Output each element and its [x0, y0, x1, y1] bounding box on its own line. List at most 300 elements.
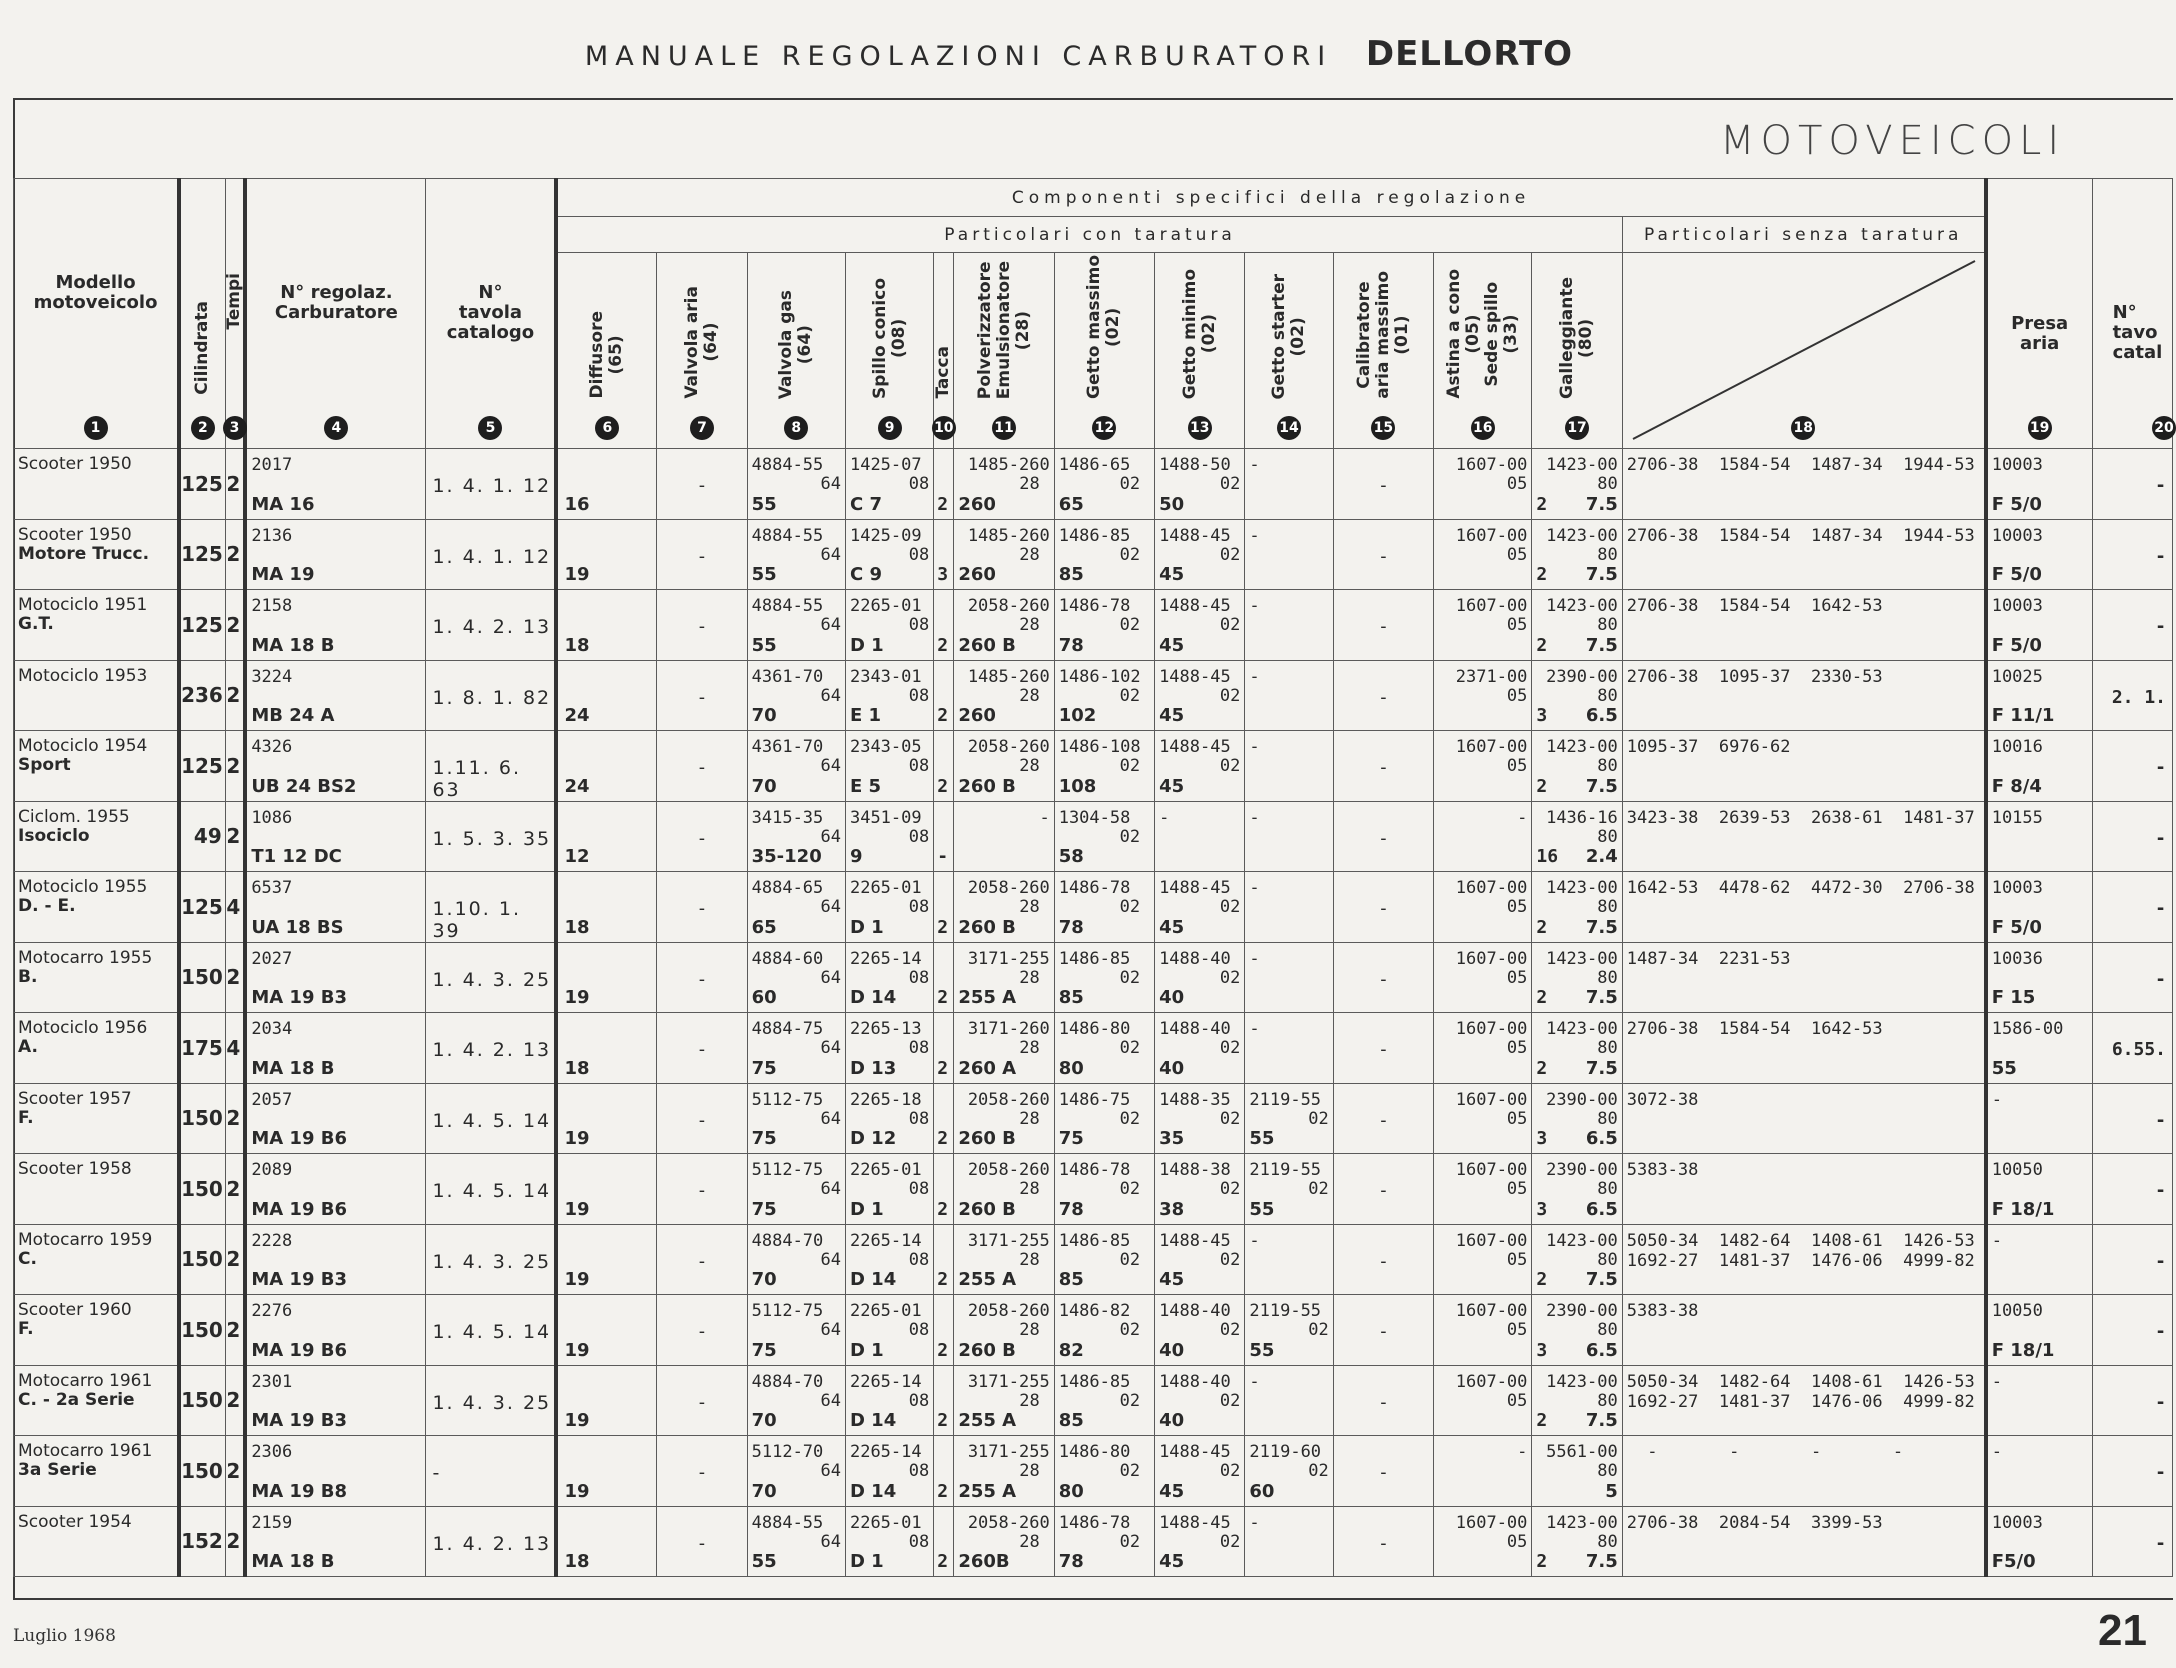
cell-diffusore: 18: [556, 1506, 656, 1577]
cell-getto-massimo: 1486-78 02 78: [1054, 1506, 1154, 1577]
cell-regolazione: 2034 MA 18 B: [245, 1013, 426, 1084]
cell-particolari: 1642-53 4478-62 4472-30 2706-38: [1622, 872, 1985, 943]
cell-getto-minimo: 1488-45 02 45: [1155, 660, 1245, 731]
cell-polverizzatore: 2058-260 28 260 B: [954, 872, 1054, 943]
cell-diffusore: 19: [556, 1224, 656, 1295]
cell-regolazione: 2159 MA 18 B: [245, 1506, 426, 1577]
cell-galleggiante: 1423-00 80 2 7.5: [1532, 942, 1622, 1013]
cell-spillo: 2265-01 08 D 1: [845, 1295, 933, 1366]
col-tavola-2: N° tavo catal 20: [2092, 179, 2172, 449]
cell-polverizzatore: 2058-260 28 260 B: [954, 1154, 1054, 1225]
cell-spillo: 2265-14 08 D 14: [845, 1436, 933, 1507]
cell-valvola-gas: 4884-55 64 55: [747, 449, 845, 520]
cell-tacca: 3: [934, 519, 954, 590]
cell-presa-aria: 10003 F5/0: [1986, 1506, 2092, 1577]
cell-tavola: 1. 4. 5. 14: [426, 1295, 556, 1366]
col-spillo-conico: Spillo conico (08) 9: [845, 253, 933, 449]
cell-particolari: 2706-38 1584-54 1642-53: [1622, 1013, 1985, 1084]
cell-presa-aria: 10036 F 15: [1986, 942, 2092, 1013]
cell-presa-aria: 1586-00 55: [1986, 1013, 2092, 1084]
cell-tavola: 1.11. 6. 63: [426, 731, 556, 802]
cell-diffusore: 16: [556, 449, 656, 520]
cell-valvola-gas: 3415-35 64 35-120: [747, 801, 845, 872]
cell-galleggiante: 2390-00 80 3 6.5: [1532, 660, 1622, 731]
cell-modello: Motocarro 1961 C. - 2a Serie: [14, 1365, 180, 1436]
cell-polverizzatore: 1485-260 28 260: [954, 519, 1054, 590]
col-cilindrata: Cilindrata 2: [179, 179, 225, 449]
cell-spillo: 2265-18 08 D 12: [845, 1083, 933, 1154]
col-calibratore: Calibratore aria massimo (01) 15: [1333, 253, 1433, 449]
cell-presa-aria: 10016 F 8/4: [1986, 731, 2092, 802]
cell-tavola-2: -: [2092, 801, 2172, 872]
cell-regolazione: 3224 MB 24 A: [245, 660, 426, 731]
cell-tavola: 1. 8. 1. 82: [426, 660, 556, 731]
cell-tavola-2: -: [2092, 1224, 2172, 1295]
cell-calibratore: -: [1333, 1154, 1433, 1225]
table-row: [14, 801, 2173, 872]
cell-regolazione: 2136 MA 19: [245, 519, 426, 590]
cell-valvola-gas: 5112-75 64 75: [747, 1083, 845, 1154]
col-polverizzatore: Polverizzatore Emulsionatore (28) 11: [954, 253, 1054, 449]
cell-diffusore: 18: [556, 590, 656, 661]
cell-spillo: 2265-01 08 D 1: [845, 590, 933, 661]
cell-cilindrata: 150: [179, 1295, 225, 1366]
cell-galleggiante: 1423-00 80 2 7.5: [1532, 1224, 1622, 1295]
cell-regolazione: 1086 T1 12 DC: [245, 801, 426, 872]
cell-tavola-2: -: [2092, 519, 2172, 590]
cell-galleggiante: 1423-00 80 2 7.5: [1532, 1013, 1622, 1084]
cell-astina: 1607-00 05: [1434, 731, 1532, 802]
table-row: [14, 1224, 2173, 1295]
cell-getto-massimo: 1486-85 02 85: [1054, 1365, 1154, 1436]
cell-presa-aria: -: [1986, 1224, 2092, 1295]
cell-diffusore: 19: [556, 1154, 656, 1225]
cell-calibratore: -: [1333, 519, 1433, 590]
cell-getto-starter: 2119-55 02 55: [1245, 1295, 1333, 1366]
cell-valvola-aria: -: [657, 449, 747, 520]
cell-getto-minimo: 1488-40 02 40: [1155, 1013, 1245, 1084]
cell-tempi: 2: [225, 801, 245, 872]
cell-tacca: 2: [934, 1295, 954, 1366]
col-getto-starter: Getto starter (02) 14: [1245, 253, 1333, 449]
cell-galleggiante: 5561-00 80 5: [1532, 1436, 1622, 1507]
cell-galleggiante: 2390-00 80 3 6.5: [1532, 1154, 1622, 1225]
cell-modello: Scooter 1957 F.: [14, 1083, 180, 1154]
cell-astina: 1607-00 05: [1434, 1365, 1532, 1436]
cell-modello: Motocarro 1959 C.: [14, 1224, 180, 1295]
cell-galleggiante: 2390-00 80 3 6.5: [1532, 1083, 1622, 1154]
footer-date: Luglio 1968: [13, 1626, 116, 1646]
cell-astina: 1607-00 05: [1434, 1295, 1532, 1366]
cell-presa-aria: 10003 F 5/0: [1986, 872, 2092, 943]
cell-tempi: 2: [225, 1295, 245, 1366]
cell-tempi: 4: [225, 1013, 245, 1084]
cell-polverizzatore: 2058-260 28 260 B: [954, 1083, 1054, 1154]
cell-cilindrata: 152: [179, 1506, 225, 1577]
cell-polverizzatore: 2058-260 28 260 B: [954, 1295, 1054, 1366]
cell-galleggiante: 2390-00 80 3 6.5: [1532, 1295, 1622, 1366]
cell-tavola-2: -: [2092, 590, 2172, 661]
table-row: [14, 590, 2173, 661]
cell-particolari: 2706-38 2084-54 3399-53: [1622, 1506, 1985, 1577]
cell-tavola-2: 2. 1.: [2092, 660, 2172, 731]
cell-galleggiante: 1423-00 80 2 7.5: [1532, 1506, 1622, 1577]
cell-calibratore: -: [1333, 1365, 1433, 1436]
cell-diffusore: 24: [556, 660, 656, 731]
col-diffusore: Diffusore (65) 6: [556, 253, 656, 449]
cell-getto-massimo: 1486-85 02 85: [1054, 519, 1154, 590]
cell-valvola-gas: 4884-70 64 70: [747, 1365, 845, 1436]
cell-getto-starter: -: [1245, 1506, 1333, 1577]
cell-tavola-2: -: [2092, 1365, 2172, 1436]
col-getto-massimo: Getto massimo (02) 12: [1054, 253, 1154, 449]
col-astina: Astina a cono (05) Sede spillo (33) 16: [1434, 253, 1532, 449]
cell-tavola-2: 6.55.: [2092, 1013, 2172, 1084]
cell-particolari: 3423-38 2639-53 2638-61 1481-37: [1622, 801, 1985, 872]
cell-spillo: 2265-14 08 D 14: [845, 1365, 933, 1436]
cell-astina: 1607-00 05: [1434, 1083, 1532, 1154]
cell-valvola-aria: -: [657, 942, 747, 1013]
cell-diffusore: 19: [556, 519, 656, 590]
cell-cilindrata: 125: [179, 519, 225, 590]
cell-valvola-gas: 4361-70 64 70: [747, 660, 845, 731]
cell-regolazione: 2228 MA 19 B3: [245, 1224, 426, 1295]
cell-particolari: 2706-38 1584-54 1642-53: [1622, 590, 1985, 661]
cell-diffusore: 19: [556, 1295, 656, 1366]
cell-galleggiante: 1423-00 80 2 7.5: [1532, 731, 1622, 802]
cell-galleggiante: 1423-00 80 2 7.5: [1532, 449, 1622, 520]
cell-modello: Scooter 1954: [14, 1506, 180, 1577]
cell-modello: Motociclo 1954 Sport: [14, 731, 180, 802]
cell-modello: Scooter 1960 F.: [14, 1295, 180, 1366]
table-row: [14, 519, 2173, 590]
col-presa-aria: Presa aria 19: [1986, 179, 2092, 449]
cell-getto-starter: -: [1245, 1365, 1333, 1436]
cell-astina: 1607-00 05: [1434, 872, 1532, 943]
cell-valvola-aria: -: [657, 1224, 747, 1295]
cell-diffusore: 12: [556, 801, 656, 872]
cell-polverizzatore: 1485-260 28 260: [954, 660, 1054, 731]
cell-valvola-gas: 5112-75 64 75: [747, 1295, 845, 1366]
cell-getto-massimo: 1486-80 02 80: [1054, 1436, 1154, 1507]
cell-particolari: 3072-38: [1622, 1083, 1985, 1154]
cell-presa-aria: 10025 F 11/1: [1986, 660, 2092, 731]
cell-cilindrata: 150: [179, 1365, 225, 1436]
cell-valvola-aria: -: [657, 801, 747, 872]
cell-cilindrata: 49: [179, 801, 225, 872]
cell-getto-minimo: 1488-45 02 45: [1155, 1436, 1245, 1507]
cell-diffusore: 19: [556, 1083, 656, 1154]
cell-calibratore: -: [1333, 872, 1433, 943]
cell-modello: Scooter 1950 Motore Trucc.: [14, 519, 180, 590]
cell-getto-starter: -: [1245, 519, 1333, 590]
cell-presa-aria: 10003 F 5/0: [1986, 519, 2092, 590]
cell-galleggiante: 1423-00 80 2 7.5: [1532, 590, 1622, 661]
cell-modello: Scooter 1950: [14, 449, 180, 520]
cell-valvola-aria: -: [657, 1083, 747, 1154]
cell-diffusore: 19: [556, 1365, 656, 1436]
cell-getto-minimo: 1488-38 02 38: [1155, 1154, 1245, 1225]
cell-getto-minimo: 1488-45 02 45: [1155, 590, 1245, 661]
cell-presa-aria: 10050 F 18/1: [1986, 1154, 2092, 1225]
cell-tavola: 1. 4. 2. 13: [426, 1506, 556, 1577]
cell-tacca: 2: [934, 1083, 954, 1154]
cell-astina: 1607-00 05: [1434, 449, 1532, 520]
cell-getto-massimo: 1486-80 02 80: [1054, 1013, 1154, 1084]
table-row: [14, 660, 2173, 731]
cell-tacca: 2: [934, 449, 954, 520]
cell-tempi: 2: [225, 1506, 245, 1577]
cell-getto-starter: -: [1245, 449, 1333, 520]
cell-astina: 1607-00 05: [1434, 1506, 1532, 1577]
cell-getto-minimo: 1488-45 02 45: [1155, 731, 1245, 802]
cell-regolazione: 2027 MA 19 B3: [245, 942, 426, 1013]
cell-calibratore: -: [1333, 1224, 1433, 1295]
cell-particolari: 2706-38 1584-54 1487-34 1944-53: [1622, 449, 1985, 520]
cell-calibratore: -: [1333, 1295, 1433, 1366]
cell-getto-starter: -: [1245, 660, 1333, 731]
cell-getto-massimo: 1486-102 02 102: [1054, 660, 1154, 731]
cell-diffusore: 19: [556, 1436, 656, 1507]
cell-cilindrata: 125: [179, 872, 225, 943]
cell-polverizzatore: 2058-260 28 260 B: [954, 590, 1054, 661]
cell-getto-massimo: 1486-82 02 82: [1054, 1295, 1154, 1366]
cell-presa-aria: -: [1986, 1365, 2092, 1436]
cell-valvola-aria: -: [657, 1365, 747, 1436]
cell-tacca: 2: [934, 1154, 954, 1225]
cell-getto-minimo: 1488-40 02 40: [1155, 942, 1245, 1013]
cell-spillo: 1425-07 08 C 7: [845, 449, 933, 520]
cell-valvola-aria: -: [657, 731, 747, 802]
cell-particolari: 5383-38: [1622, 1154, 1985, 1225]
cell-regolazione: 2057 MA 19 B6: [245, 1083, 426, 1154]
cell-calibratore: -: [1333, 660, 1433, 731]
cell-modello: Scooter 1958: [14, 1154, 180, 1225]
cell-getto-minimo: 1488-40 02 40: [1155, 1365, 1245, 1436]
cell-getto-massimo: 1486-78 02 78: [1054, 1154, 1154, 1225]
cell-modello: Motocarro 1955 B.: [14, 942, 180, 1013]
cell-spillo: 2265-14 08 D 14: [845, 942, 933, 1013]
cell-valvola-gas: 5112-70 64 70: [747, 1436, 845, 1507]
table-row: [14, 1154, 2173, 1225]
cell-valvola-gas: 4361-70 64 70: [747, 731, 845, 802]
cell-regolazione: 2276 MA 19 B6: [245, 1295, 426, 1366]
cell-tacca: 2: [934, 1365, 954, 1436]
cell-tacca: 2: [934, 1436, 954, 1507]
cell-polverizzatore: -: [954, 801, 1054, 872]
cell-astina: 1607-00 05: [1434, 942, 1532, 1013]
cell-modello: Motociclo 1956 A.: [14, 1013, 180, 1084]
cell-astina: 1607-00 05: [1434, 1013, 1532, 1084]
cell-calibratore: -: [1333, 731, 1433, 802]
cell-tacca: 2: [934, 1013, 954, 1084]
cell-getto-minimo: 1488-45 02 45: [1155, 1506, 1245, 1577]
cell-cilindrata: 150: [179, 1224, 225, 1295]
cell-particolari: 1095-37 6976-62: [1622, 731, 1985, 802]
cell-galleggiante: 1423-00 80 2 7.5: [1532, 519, 1622, 590]
cell-astina: 1607-00 05: [1434, 1224, 1532, 1295]
cell-getto-starter: -: [1245, 1224, 1333, 1295]
cell-regolazione: 2301 MA 19 B3: [245, 1365, 426, 1436]
cell-cilindrata: 150: [179, 942, 225, 1013]
cell-cilindrata: 150: [179, 1154, 225, 1225]
brand-logo: DELLORTO: [1365, 34, 1574, 74]
table-row: [14, 942, 2173, 1013]
cell-tavola-2: -: [2092, 731, 2172, 802]
cell-tacca: 2: [934, 872, 954, 943]
cell-spillo: 2265-01 08 D 1: [845, 1506, 933, 1577]
cell-tavola: -: [426, 1436, 556, 1507]
cell-tacca: -: [934, 801, 954, 872]
group-componenti: Componenti specifici della regolazione: [556, 179, 1985, 217]
cell-particolari: 1487-34 2231-53: [1622, 942, 1985, 1013]
cell-getto-massimo: 1486-108 02 108: [1054, 731, 1154, 802]
table-row: [14, 731, 2173, 802]
cell-getto-starter: 2119-60 02 60: [1245, 1436, 1333, 1507]
cell-valvola-aria: -: [657, 1154, 747, 1225]
cell-tavola: 1. 4. 5. 14: [426, 1154, 556, 1225]
table-row: [14, 449, 2173, 520]
cell-presa-aria: 10155: [1986, 801, 2092, 872]
cell-polverizzatore: 3171-255 28 255 A: [954, 1436, 1054, 1507]
cell-presa-aria: 10003 F 5/0: [1986, 449, 2092, 520]
cell-calibratore: -: [1333, 1083, 1433, 1154]
col-getto-minimo: Getto minimo (02) 13: [1155, 253, 1245, 449]
cell-tacca: 2: [934, 942, 954, 1013]
cell-tempi: 2: [225, 1154, 245, 1225]
cell-tavola: 1. 5. 3. 35: [426, 801, 556, 872]
cell-spillo: 2265-01 08 D 1: [845, 872, 933, 943]
cell-tavola: 1.10. 1. 39: [426, 872, 556, 943]
cell-valvola-gas: 4884-55 64 55: [747, 590, 845, 661]
cell-getto-starter: -: [1245, 590, 1333, 661]
cell-diffusore: 19: [556, 942, 656, 1013]
cell-tavola: 1. 4. 1. 12: [426, 449, 556, 520]
cell-getto-minimo: 1488-35 02 35: [1155, 1083, 1245, 1154]
carburetor-table: [13, 178, 2173, 1577]
cell-diffusore: 18: [556, 1013, 656, 1084]
table-row: [14, 1506, 2173, 1577]
cell-astina: 1607-00 05: [1434, 590, 1532, 661]
cell-cilindrata: 125: [179, 449, 225, 520]
cell-cilindrata: 150: [179, 1436, 225, 1507]
cell-spillo: 3451-09 08 9: [845, 801, 933, 872]
cell-polverizzatore: 3171-255 28 255 A: [954, 1224, 1054, 1295]
manual-title: MANUALE REGOLAZIONI CARBURATORI: [584, 41, 1333, 72]
cell-astina: 1607-00 05: [1434, 1154, 1532, 1225]
cell-modello: Motociclo 1951 G.T.: [14, 590, 180, 661]
cell-tavola-2: -: [2092, 1154, 2172, 1225]
cell-valvola-gas: 4884-65 64 65: [747, 872, 845, 943]
cell-particolari: - - - -: [1622, 1436, 1985, 1507]
cell-getto-massimo: 1486-78 02 78: [1054, 872, 1154, 943]
cell-getto-starter: -: [1245, 731, 1333, 802]
cell-calibratore: -: [1333, 1506, 1433, 1577]
cell-astina: -: [1434, 801, 1532, 872]
cell-getto-massimo: 1304-58 02 58: [1054, 801, 1154, 872]
cell-getto-massimo: 1486-75 02 75: [1054, 1083, 1154, 1154]
cell-regolazione: 6537 UA 18 BS: [245, 872, 426, 943]
cell-regolazione: 2089 MA 19 B6: [245, 1154, 426, 1225]
cell-valvola-gas: 4884-75 64 75: [747, 1013, 845, 1084]
cell-polverizzatore: 3171-260 28 260 A: [954, 1013, 1054, 1084]
cell-spillo: 2265-14 08 D 14: [845, 1224, 933, 1295]
cell-astina: 1607-00 05: [1434, 519, 1532, 590]
cell-astina: -: [1434, 1436, 1532, 1507]
cell-galleggiante: 1436-16 80 16 2.4: [1532, 801, 1622, 872]
cell-presa-aria: 10003 F 5/0: [1986, 590, 2092, 661]
cell-presa-aria: -: [1986, 1436, 2092, 1507]
cell-calibratore: -: [1333, 1013, 1433, 1084]
cell-getto-starter: -: [1245, 1013, 1333, 1084]
cell-valvola-aria: -: [657, 590, 747, 661]
cell-getto-starter: 2119-55 02 55: [1245, 1154, 1333, 1225]
cell-particolari: 5050-34 1482-64 1408-61 1426-53 1692-27 1481-37 1476-06 4999-82: [1622, 1365, 1985, 1436]
cell-spillo: 2265-13 08 D 13: [845, 1013, 933, 1084]
cell-getto-minimo: 1488-50 02 50: [1155, 449, 1245, 520]
cell-getto-massimo: 1486-85 02 85: [1054, 1224, 1154, 1295]
col-particolari-senza: 18: [1622, 253, 1985, 449]
cell-diffusore: 18: [556, 872, 656, 943]
col-valvola-gas: Valvola gas (64) 8: [747, 253, 845, 449]
cell-tacca: 2: [934, 731, 954, 802]
cell-tavola: 1. 4. 3. 25: [426, 1365, 556, 1436]
cell-calibratore: -: [1333, 801, 1433, 872]
cell-particolari: 2706-38 1584-54 1487-34 1944-53: [1622, 519, 1985, 590]
cell-tempi: 4: [225, 872, 245, 943]
group-senza-taratura: Particolari senza taratura: [1622, 217, 1985, 253]
cell-tempi: 2: [225, 519, 245, 590]
cell-tempi: 2: [225, 1365, 245, 1436]
page-number: 21: [2098, 1606, 2147, 1655]
cell-tavola-2: -: [2092, 1436, 2172, 1507]
cell-calibratore: -: [1333, 590, 1433, 661]
cell-tavola: 1. 4. 1. 12: [426, 519, 556, 590]
cell-calibratore: -: [1333, 1436, 1433, 1507]
cell-getto-minimo: 1488-45 02 45: [1155, 1224, 1245, 1295]
cell-valvola-aria: -: [657, 660, 747, 731]
col-modello: Modello motoveicolo 1: [14, 179, 180, 449]
cell-astina: 2371-00 05: [1434, 660, 1532, 731]
cell-galleggiante: 1423-00 80 2 7.5: [1532, 872, 1622, 943]
col-tacca: Tacca 10: [934, 253, 954, 449]
cell-tavola-2: -: [2092, 872, 2172, 943]
cell-valvola-aria: -: [657, 1295, 747, 1366]
cell-getto-starter: -: [1245, 872, 1333, 943]
table-row: [14, 872, 2173, 943]
table-row: [14, 1295, 2173, 1366]
table-row: [14, 1083, 2173, 1154]
cell-polverizzatore: 2058-260 28 260B: [954, 1506, 1054, 1577]
cell-cilindrata: 150: [179, 1083, 225, 1154]
cell-getto-starter: 2119-55 02 55: [1245, 1083, 1333, 1154]
cell-tacca: 2: [934, 660, 954, 731]
col-tavola: N° tavola catalogo 5: [426, 179, 556, 449]
cell-regolazione: 2158 MA 18 B: [245, 590, 426, 661]
col-galleggiante: Galleggiante (80) 17: [1532, 253, 1622, 449]
cell-tavola: 1. 4. 3. 25: [426, 942, 556, 1013]
cell-particolari: 5050-34 1482-64 1408-61 1426-53 1692-27 1481-37 1476-06 4999-82: [1622, 1224, 1985, 1295]
cell-tavola-2: -: [2092, 1506, 2172, 1577]
cell-tavola: 1. 4. 5. 14: [426, 1083, 556, 1154]
cell-valvola-gas: 4884-60 64 60: [747, 942, 845, 1013]
col-valvola-aria: Valvola aria (64) 7: [657, 253, 747, 449]
cell-getto-massimo: 1486-85 02 85: [1054, 942, 1154, 1013]
cell-modello: Motociclo 1955 D. - E.: [14, 872, 180, 943]
cell-modello: Motocarro 1961 3a Serie: [14, 1436, 180, 1507]
cell-getto-minimo: 1488-40 02 40: [1155, 1295, 1245, 1366]
page-header: [0, 34, 2158, 74]
